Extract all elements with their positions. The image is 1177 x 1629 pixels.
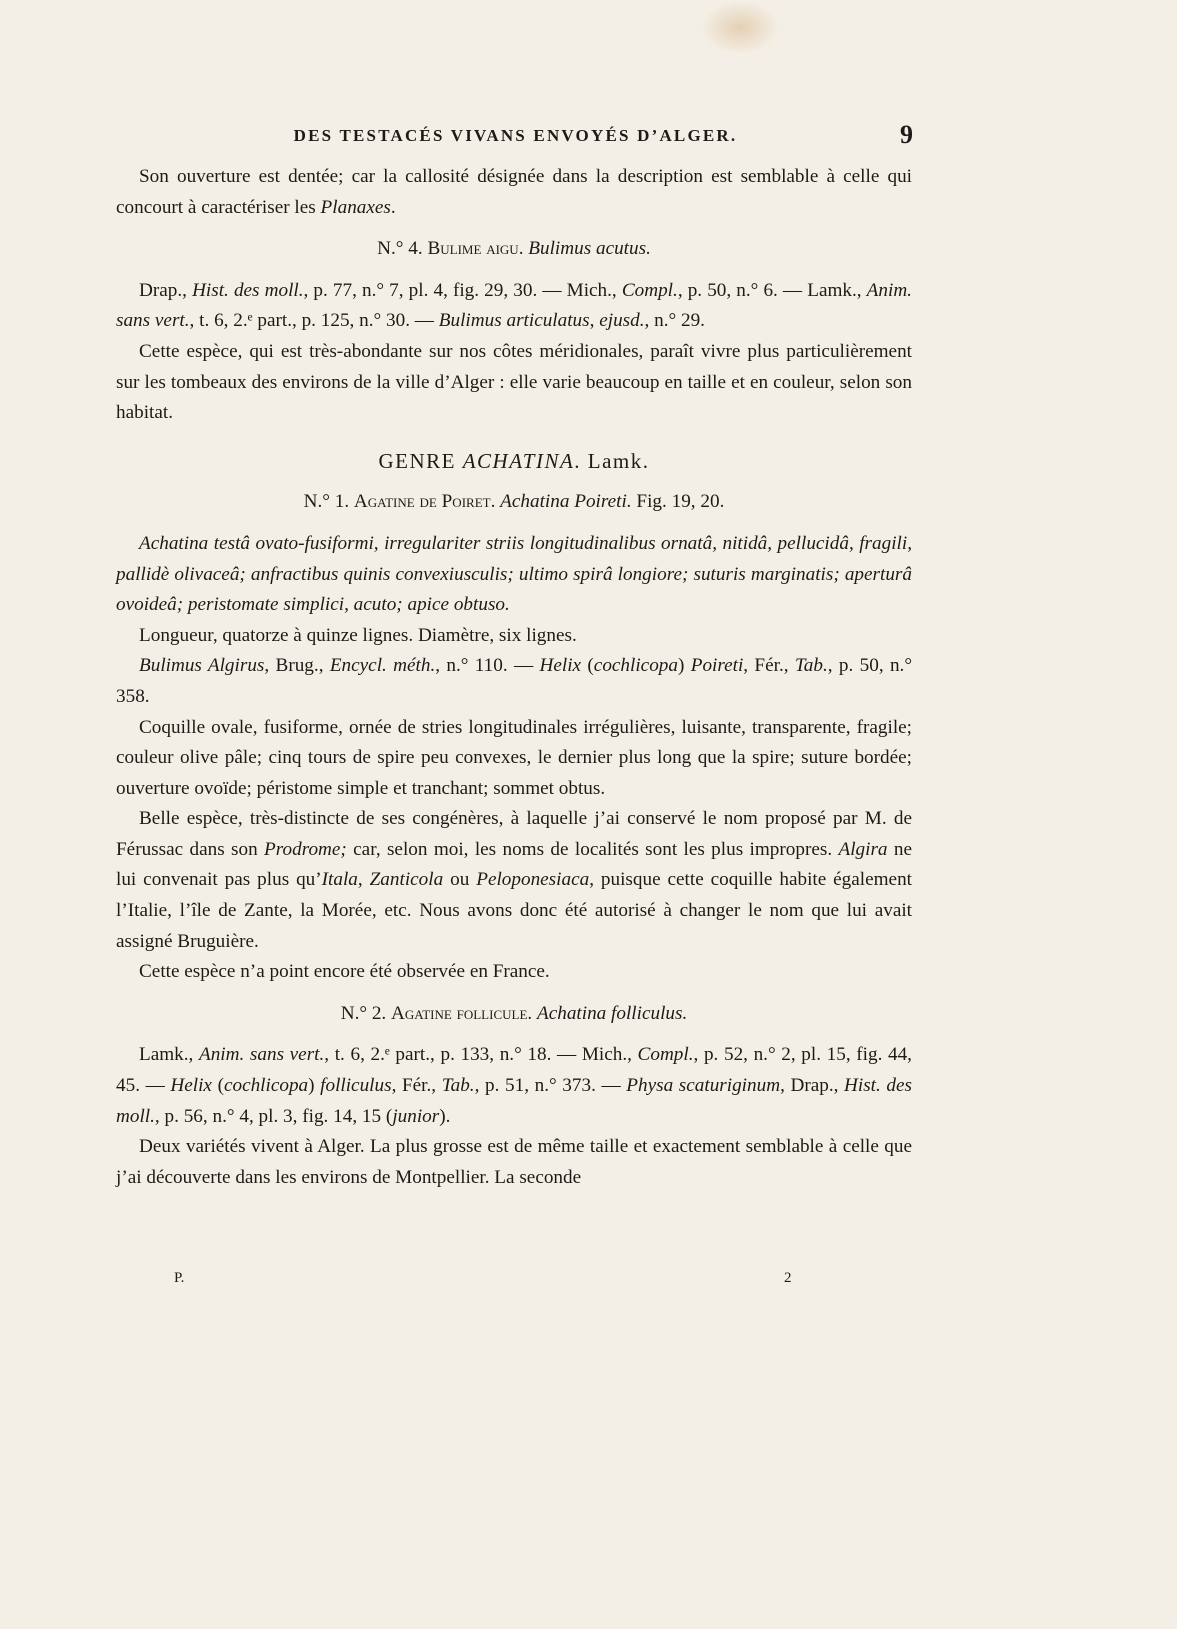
page-footer — [116, 1270, 912, 1294]
italic-text: ACHATINA — [462, 448, 575, 473]
italic-text: Helix — [170, 1075, 212, 1097]
small-caps-text: Bulime aigu — [427, 238, 519, 260]
paper-stain — [700, 0, 780, 55]
italic-text: Anim. sans vert. — [198, 1044, 325, 1066]
paragraph-description: Coquille ovale, fusiforme, ornée de stries longitudinales irrégulières, luisante, transparente, fragile; couleur olive pâle; cinq tours de spire peu convexes, le dernier plus long que la spire; suture bordée; ouverture ovoïde; péristome simple et tranchant; sommet obtus. — [116, 716, 912, 799]
italic-text: Bulimus acutus. — [528, 238, 651, 260]
italic-text: Physa scaturiginum — [626, 1075, 781, 1097]
page-header — [118, 120, 913, 156]
italic-text: Helix — [539, 655, 582, 677]
species-heading-agatine-follicule: N.° 2. Agatine folliculе. Achatina folliculus. — [340, 1002, 688, 1024]
italic-text: Planaxes — [320, 196, 391, 218]
species-heading-agatine-de-poiret: N.° 1. Agatine de Poiret. Achatina Poireti. Fig. 19, 20. — [303, 491, 725, 513]
italic-text: Hist. des moll. — [116, 1075, 912, 1127]
paragraph-dimensions: Longueur, quatorze à quinze lignes. Diamètre, six lignes. — [139, 624, 577, 646]
italic-text: Poireti — [690, 655, 744, 677]
paragraph-bulime-habitat: Cette espèce, qui est très-abondante sur nos côtes méridionales, paraît vivre plus particulièrement sur les tombeaux des environs de la ville d’Alger : elle varie beaucoup en taille et en couleur, selon son habitat. — [116, 340, 912, 424]
page-body — [116, 162, 912, 1193]
italic-text: Zanticola — [369, 869, 444, 891]
italic-text: junior — [392, 1105, 440, 1127]
italic-text: Compl. — [637, 1044, 694, 1066]
small-caps-text: Agatine folliculе — [391, 1002, 528, 1024]
italic-text: Anim. sans vert. — [116, 279, 912, 332]
paragraph-ouverture: Son ouverture est dentée; car la callosité désignée dans la description est semblable à celle qui concourt à caractériser les Planaxes. — [116, 166, 912, 218]
italic-text: Itala — [321, 869, 358, 891]
italic-text: Encycl. méth. — [329, 655, 436, 677]
italic-text: cochlicopa — [593, 655, 678, 677]
paragraph-bulime-synonymy: Drap., Hist. des moll., p. 77, n.° 7, pl. 4, fig. 29, 30. — Mich., Compl., p. 50, n.° 6. — Lamk., Anim. sans vert., t. 6, 2.ᵉ part., p. 125, n.° 30. — Bulimus articulatus, ejusd., n.° 29. — [116, 279, 912, 332]
italic-text: Peloponesiaca — [476, 869, 590, 891]
small-caps-text: Agatine de Poiret — [353, 491, 491, 513]
italic-text: Prodrome; — [264, 838, 347, 860]
italic-text: Tab. — [441, 1075, 475, 1097]
italic-text: Achatina testâ ovato-fusiformi, irregulariter striis longitudinalibus ornatâ, nitidâ, pellucidâ, fragili, pallidè olivaceâ; anfractibus quinis convexiusculis; ultimo spirâ longiore; suturis marginatis; aperturâ ovoideâ; peristomate simplici, acuto; apice obtuso. — [116, 532, 912, 616]
italic-text: Achatina folliculus. — [536, 1002, 688, 1024]
genus-heading-achatina: GENRE ACHATINA. Lamk. — [378, 448, 650, 473]
paragraph-follicule-synonymy: Lamk., Anim. sans vert., t. 6, 2.ᵉ part., p. 133, n.° 18. — Mich., Compl., p. 52, n.° 2, pl. 15, fig. 44, 45. — Helix (cochlicopa) folliculus, Fér., Tab., p. 51, n.° 373. — Physa scaturiginum, Drap., Hist. des moll., p. 56, n.° 4, pl. 3, fig. 14, 15 (junior). — [116, 1044, 912, 1127]
italic-text: Tab. — [794, 655, 828, 677]
paragraph-remarks: Belle espèce, très-distincte de ses congénères, à laquelle j’ai conservé le nom proposé par M. de Férussac dans son Prodrome; car, selon moi, les noms de localités sont les plus impropres. Algira ne lui convenait pas plus qu’Itala, Zanticola ou Peloponesiaca, puisque cette coquille habite également l’Italie, l’île de Zante, la Morée, etc. Nous avons donc été autorisé à changer le nom que lui avait assigné Bruguière. — [116, 808, 913, 952]
running-title: DES TESTACÉS VIVANS ENVOYÉS D’ALGER. — [293, 126, 738, 145]
species-heading-bulime-aigu: N.° 4. Bulime aigu. Bulimus acutus. — [377, 238, 651, 260]
italic-text: Hist. des moll. — [192, 279, 304, 301]
paragraph-varieties: Deux variétés vivent à Alger. La plus grosse est de même taille et exactement semblable à celle que j’ai découverte dans les environs de Montpellier. La seconde — [116, 1136, 912, 1188]
italic-text: cochlicopa — [223, 1075, 309, 1097]
italic-text: Compl. — [621, 279, 678, 301]
italic-text: Achatina Poireti. — [500, 491, 632, 513]
folio-number: 2 — [784, 1270, 792, 1286]
italic-text: ejusd. — [599, 310, 645, 332]
paragraph-latin-diagnosis — [116, 529, 912, 621]
italic-text: Algira — [838, 838, 888, 860]
page-number: 9 — [900, 120, 913, 149]
paragraph-poireti-synonymy: Bulimus Algirus, Brug., Encycl. méth., n.° 110. — Helix (cochlicopa) Poireti, Fér., Tab., p. 50, n.° 358. — [116, 655, 913, 707]
paragraph-france: Cette espèce n’a point encore été observée en France. — [139, 961, 550, 983]
italic-text: Bulimus Algirus — [139, 655, 265, 677]
italic-text: Bulimus articulatus — [438, 310, 590, 332]
italic-text: folliculus — [320, 1075, 392, 1097]
signature-mark: P. — [174, 1270, 185, 1286]
